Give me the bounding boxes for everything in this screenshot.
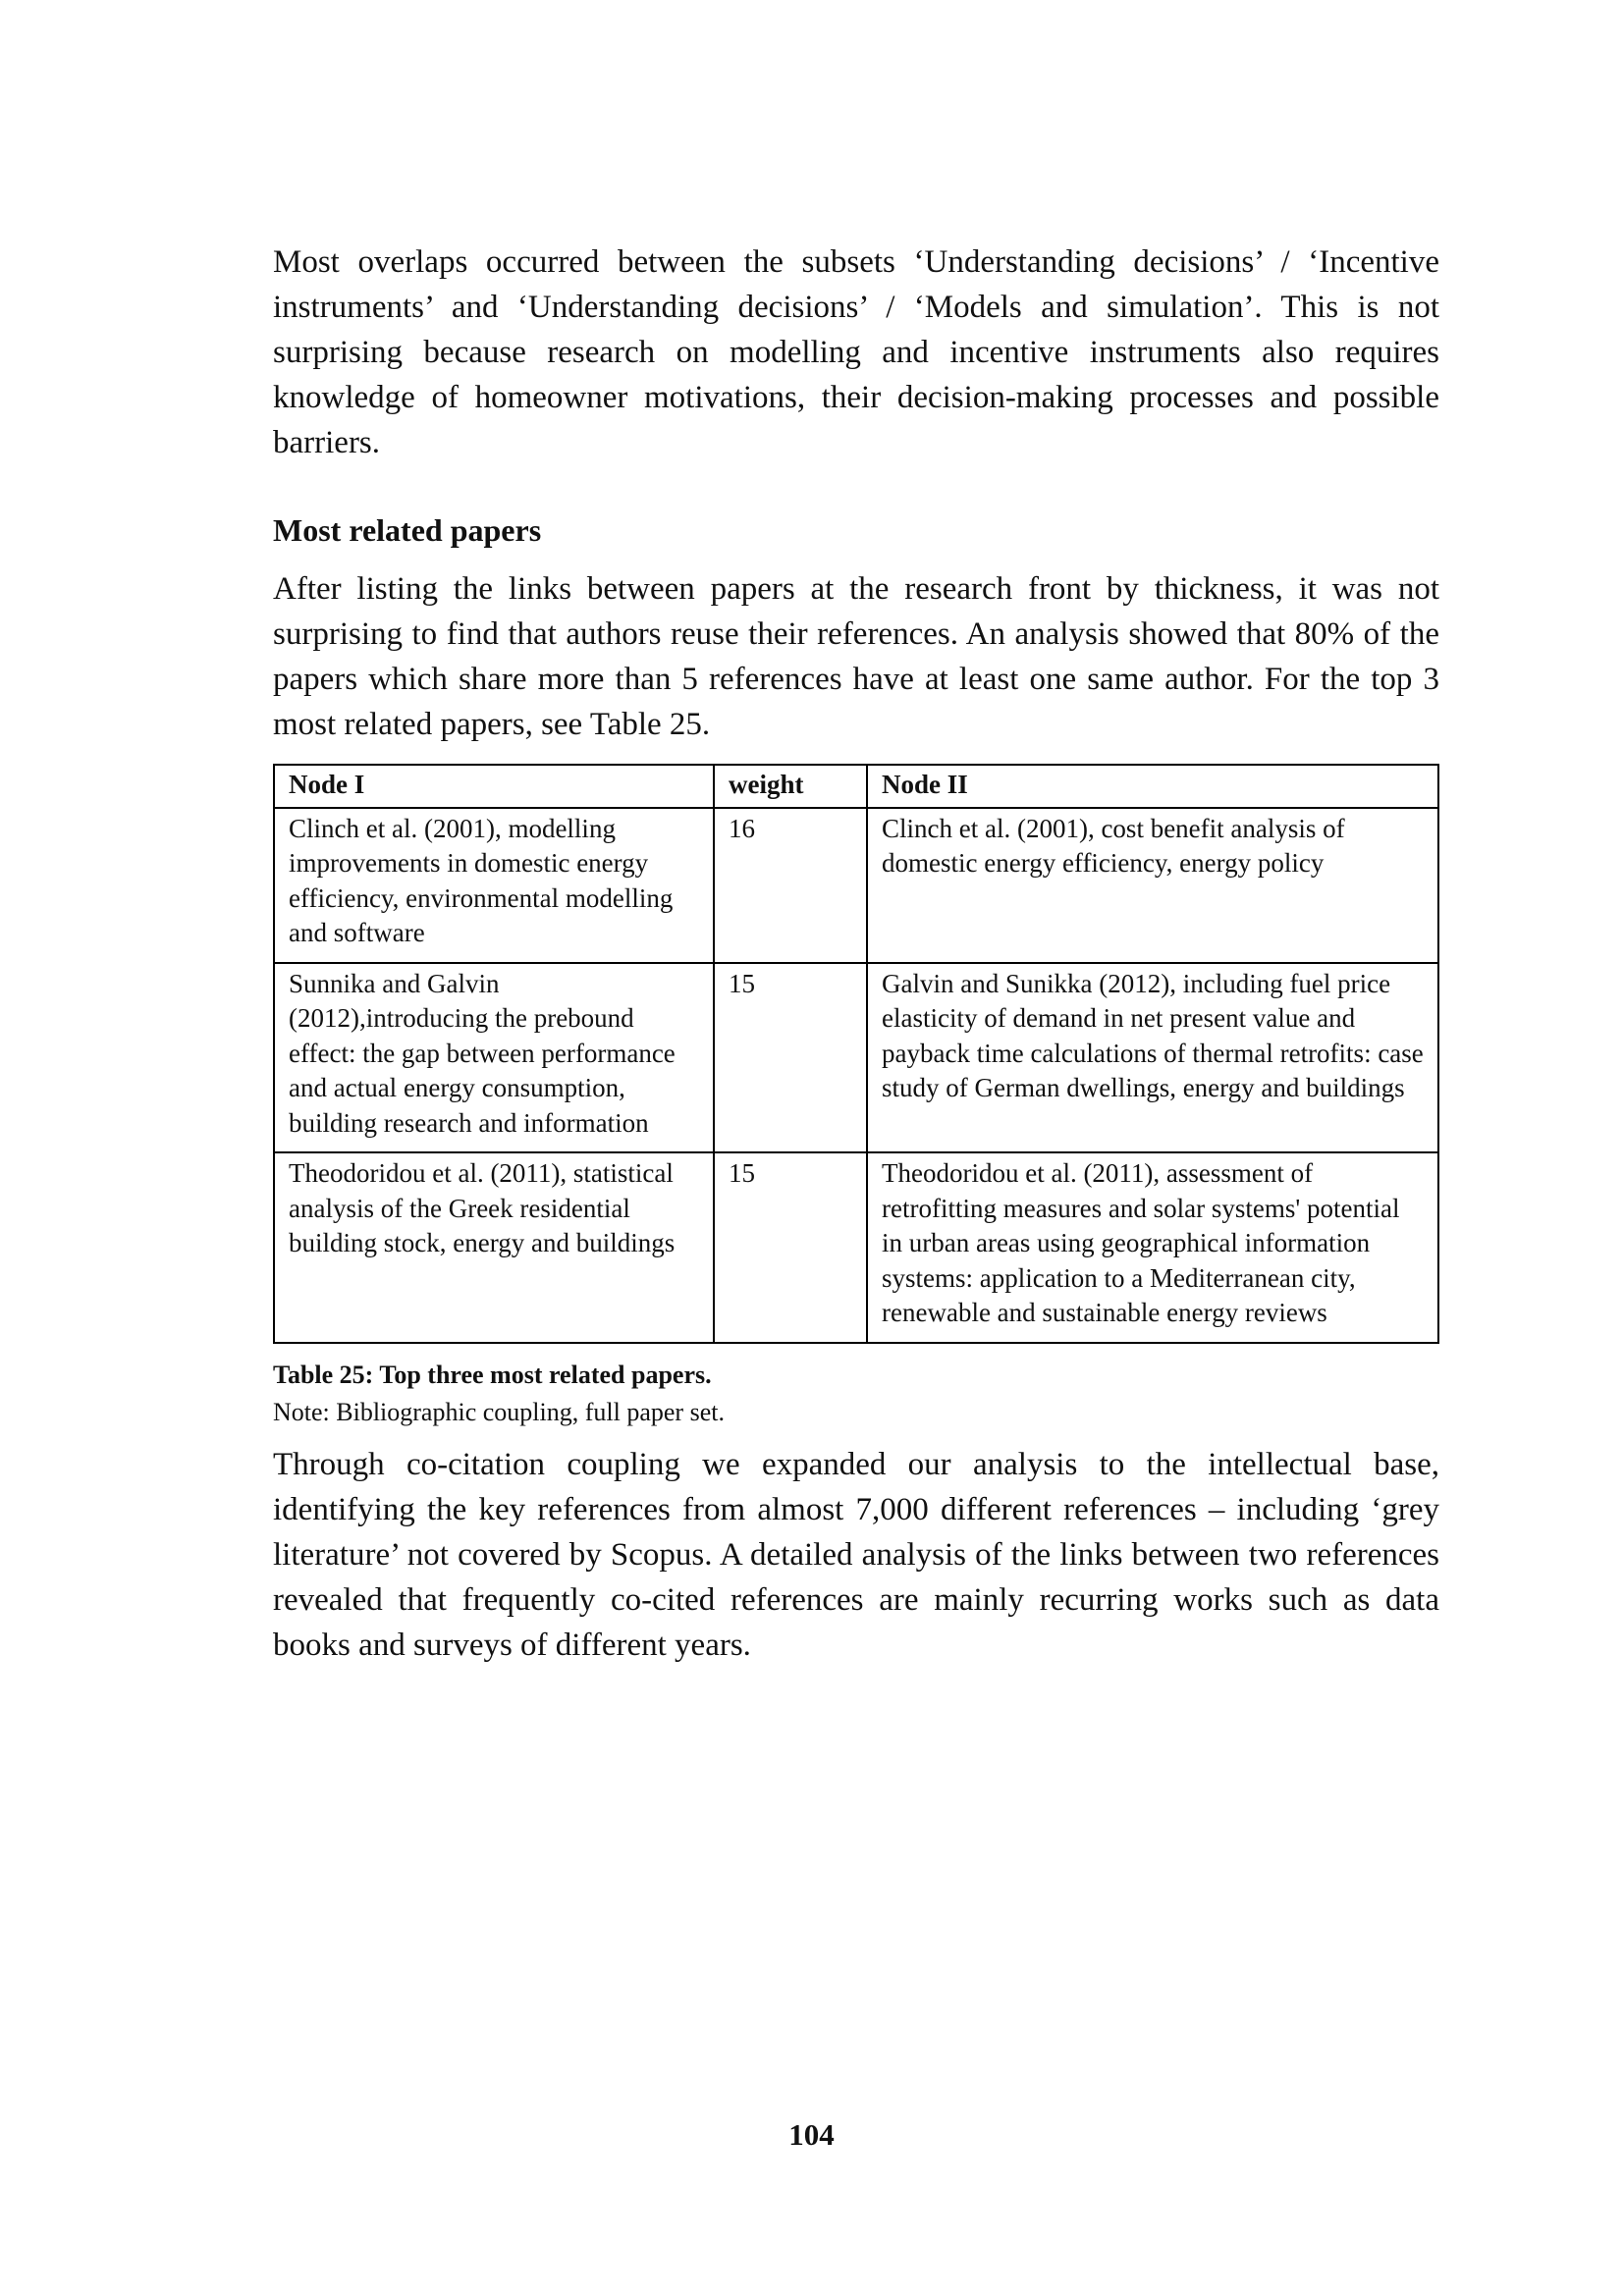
cell-node-2: Clinch et al. (2001), cost benefit analysis of domestic energy efficiency, energy policy: [867, 808, 1438, 963]
table-row: [274, 1152, 1438, 1343]
table-note: Note: Bibliographic coupling, full paper set.: [273, 1397, 725, 1426]
table-header-row: [274, 765, 1438, 808]
header-node-1: Node I: [274, 765, 714, 808]
page-number: 104: [788, 2117, 835, 2152]
cell-node-1: Theodoridou et al. (2011), statistical analysis of the Greek residential building stock, energy and buildings: [274, 1152, 714, 1343]
header-weight: weight: [714, 765, 867, 808]
page-body: [273, 240, 1439, 1668]
table-caption: Table 25: Top three most related papers.: [273, 1360, 712, 1389]
table-row: [274, 963, 1438, 1153]
cell-node-1: Clinch et al. (2001), modelling improvements in domestic energy efficiency, environmental modelling and software: [274, 808, 714, 963]
paragraph-related-papers: After listing the links between papers at the research front by thickness, it was not surprising to find that authors reuse their references. An analysis showed that 80% of the papers which share more than 5 references have at least one same author. For the top 3 most related papers, see Table 25.: [273, 571, 1439, 742]
section-heading: Most related papers: [273, 512, 542, 548]
cell-node-2: Galvin and Sunikka (2012), including fuel price elasticity of demand in net present value and payback time calculations of thermal retrofits: case study of German dwellings, energy and buildings: [867, 963, 1438, 1153]
cell-node-1: Sunnika and Galvin (2012),introducing the prebound effect: the gap between performance and actual energy consumption, building research and information: [274, 963, 714, 1153]
related-papers-table: [273, 764, 1439, 1344]
cell-weight: 15: [714, 963, 867, 1153]
table-row: [274, 808, 1438, 963]
cell-node-2: Theodoridou et al. (2011), assessment of retrofitting measures and solar systems' potential in urban areas using geographical information systems: application to a Mediterranean city, renewable and sustainable energy reviews: [867, 1152, 1438, 1343]
cell-weight: 16: [714, 808, 867, 963]
cell-weight: 15: [714, 1152, 867, 1343]
paragraph-co-citation: Through co-citation coupling we expanded our analysis to the intellectual base, identifying the key references from almost 7,000 different references – including ‘grey literature’ not covered by Scopus. A detailed analysis of the links between two references revealed that frequently co-cited references are mainly recurring works such as data books and surveys of different years.: [273, 1446, 1439, 1663]
header-node-2: Node II: [867, 765, 1438, 808]
paragraph-overlaps: Most overlaps occurred between the subsets ‘Understanding decisions’ / ‘Incentive instruments’ and ‘Understanding decisions’ / ‘Models and simulation’. This is not surprising because research on modelling and incentive instruments also requires knowledge of homeowner motivations, their decision-making processes and possible barriers.: [273, 244, 1439, 460]
